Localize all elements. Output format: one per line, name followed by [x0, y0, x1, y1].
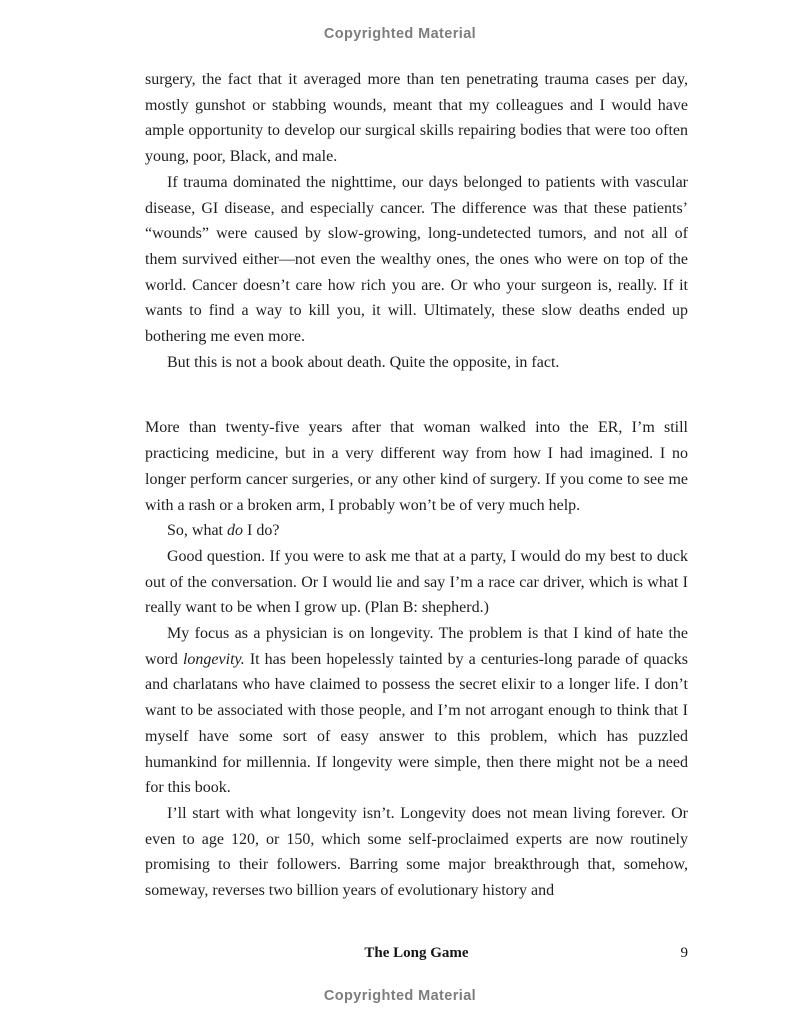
text-run: So, what — [167, 522, 227, 540]
text-run: More than twenty-five years after that woman walked into the ER, I’m still practicing medicine, but in a very different way from how I had imagined. I no longer perform cancer surgeries, or any other kind of surgery. If you come to see me with a rash or a broken arm, I probably won’t be of very much help. — [145, 419, 688, 514]
page-footer — [145, 943, 688, 963]
text-run: surgery, the fact that it averaged more than ten penetrating trauma cases per day, mostly gunshot or stabbing wounds, meant that my colleagues and I would have ample opportunity to develop our surgical skills repairing bodies that were too often young, poor, Black, and male. — [145, 71, 688, 166]
italic-text-run: do — [227, 522, 243, 540]
text-run: My focus as a physician is on longevity. The problem is that I kind of hate the word — [145, 625, 688, 668]
paragraph — [145, 415, 688, 518]
text-run: I’ll start with what longevity isn’t. Longevity does not mean living forever. Or even to age 120, or 150, which some self-proclaimed experts are now routinely promising to their followers. Barring some major breakthrough that, somehow, someway, reverses two billion years of evolutionary history and — [145, 804, 688, 900]
paragraph — [145, 801, 688, 904]
running-head: The Long Game — [364, 945, 469, 961]
copyright-banner-bottom: Copyrighted Material — [323, 988, 477, 1004]
text-run: I do? — [243, 522, 280, 540]
text-run: It has been hopelessly tainted by a centuries-long parade of quacks and charlatans who have claimed to possess the secret elixir to a longer life. I don’t want to be associated with those people, and I’m not arrogant enough to think that I myself have some sort of easy answer to this problem, which has puzzled humankind for millennia. If longevity were simple, then there might not be a need for this book. — [145, 650, 688, 797]
body-text — [145, 67, 688, 904]
italic-text-run: longevity. — [182, 650, 245, 668]
paragraph — [145, 170, 688, 350]
paragraph — [145, 518, 688, 544]
text-run: But this is not a book about death. Quite the opposite, in fact. — [167, 353, 560, 371]
paragraph — [145, 621, 688, 801]
paragraph — [145, 544, 688, 621]
paragraph — [145, 67, 688, 170]
text-run: Good question. If you were to ask me that at a party, I would do my best to duck out of the conversation. Or I would lie and say I’m a race car driver, which is what I really want to be when I grow up. (Plan B: shepherd.) — [145, 547, 688, 617]
paragraph — [145, 350, 688, 376]
copyright-banner-top: Copyrighted Material — [323, 26, 477, 42]
page-number: 9 — [680, 945, 688, 961]
text-run: If trauma dominated the nighttime, our days belonged to patients with vascular disease, GI disease, and especially cancer. The difference was that these patients’ “wounds” were caused by slow-growing, long-undetected tumors, and not all of them survived either—not even the wealthy ones, the ones who were on top of the world. Cancer doesn’t care how rich you are. Or who your surgeon is, really. If it wants to find a way to kill you, it will. Ultimately, these slow deaths ended up bothering me even more. — [145, 173, 688, 346]
